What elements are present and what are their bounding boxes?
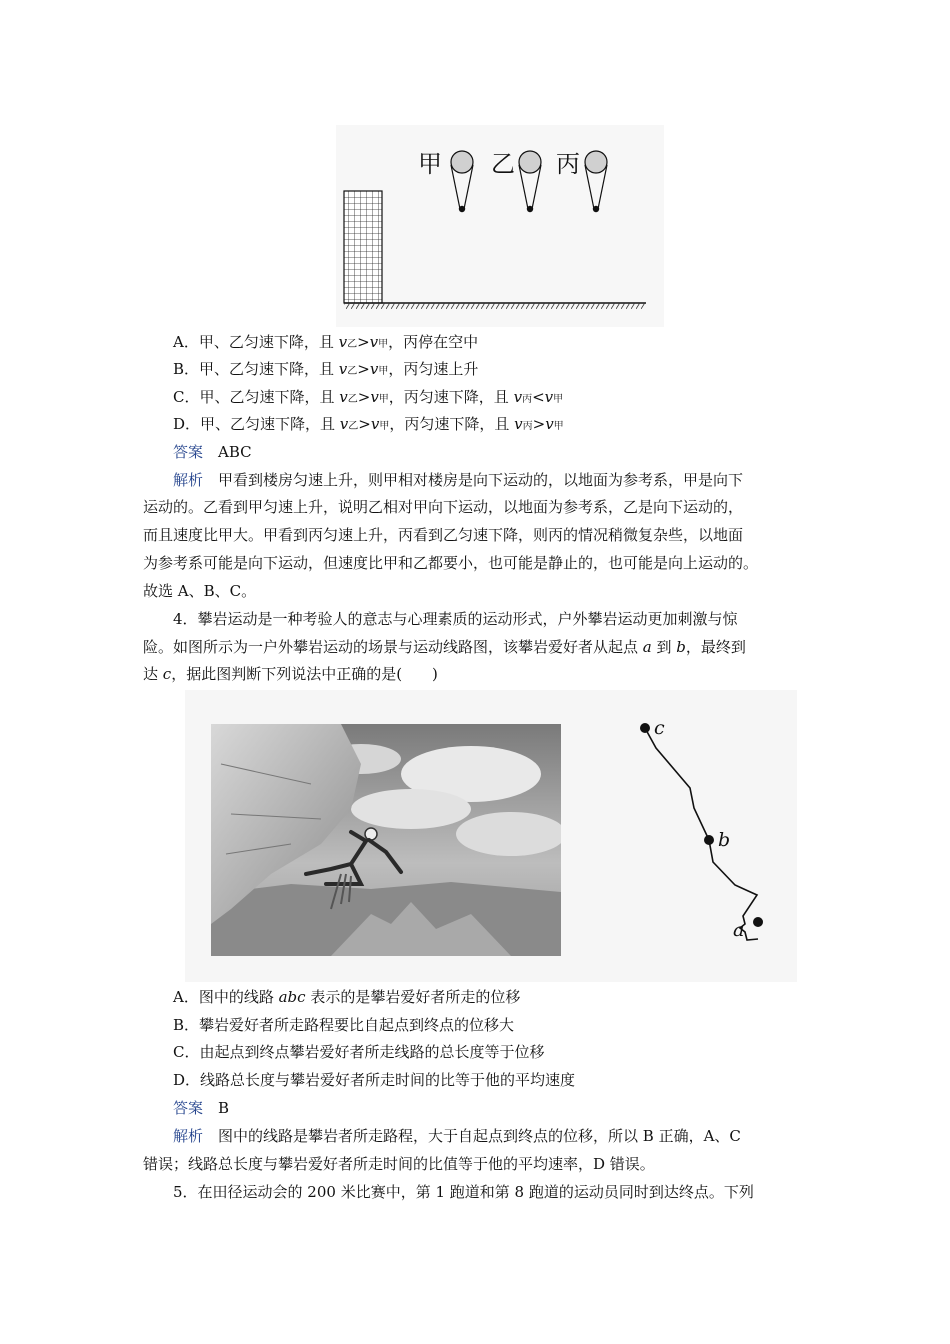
balloon-figure [336,125,664,327]
q4-stem-line-1: 4．攀岩运动是一种考验人的意志与心理素质的运动形式，户外攀岩运动更加刺激与惊 [173,610,738,628]
q4-answer: 答案 B [173,1099,230,1117]
route-path [645,728,758,940]
q4-option-a: A．图中的线路 abc 表示的是攀岩爱好者所走的位移 [173,988,521,1006]
balloon-bing [585,151,607,212]
point-c-label: c [654,717,665,739]
climbing-figure [185,690,797,982]
q4-option-b: B．攀岩爱好者所走路程要比自起点到终点的位移大 [173,1016,515,1034]
building [344,191,382,303]
point-a-dot [753,917,763,927]
q3-option-b: B．甲、乙匀速下降，且 v乙>v甲，丙匀速上升 [173,360,479,378]
balloon-jia [451,151,473,212]
climbing-photo [211,724,561,956]
q4-stem-line-2: 险。如图所示为一户外攀岩运动的场景与运动线路图，该攀岩爱好者从起点 a 到 b，最终到 [143,638,746,656]
q3-analysis-line-1: 解析 甲看到楼房匀速上升，则甲相对楼房是向下运动的，以地面为参考系，甲是向下 [173,471,744,489]
label-jia: 甲 [418,150,442,178]
q3-analysis-line-3: 而且速度比甲大。甲看到丙匀速上升，丙看到乙匀速下降，则丙的情况稍微复杂些，以地面 [143,526,744,544]
balloon-yi [519,151,541,212]
point-b-label: b [718,829,731,851]
label-yi: 乙 [491,150,515,178]
q3-option-d: D．甲、乙匀速下降，且 v乙>v甲，丙匀速下降，且 v丙>v甲 [173,415,564,433]
point-a-label: a [733,919,745,941]
q4-analysis-line-1: 解析 图中的线路是攀岩者所走路程，大于自起点到终点的位移，所以 B 正确，A、C [173,1127,741,1145]
route-diagram [595,710,795,965]
q3-analysis-line-5: 故选 A、B、C。 [143,582,257,600]
label-bing: 丙 [556,150,580,178]
point-c-dot [640,723,650,733]
q3-option-c: C．甲、乙匀速下降，且 v乙>v甲，丙匀速下降，且 v丙<v甲 [173,388,564,406]
q3-answer: 答案 ABC [173,443,252,461]
q3-option-a: A．甲、乙匀速下降，且 v乙>v甲，丙停在空中 [173,333,479,351]
q5-stem-line-1: 5．在田径运动会的 200 米比赛中，第 1 跑道和第 8 跑道的运动员同时到达终点。下列 [173,1183,754,1201]
q3-analysis-line-4: 为参考系可能是向下运动，但速度比甲和乙都要小，也可能是静止的，也可能是向上运动的。 [143,554,759,572]
q3-analysis-line-2: 运动的。乙看到甲匀速上升，说明乙相对甲向下运动，以地面为参考系，乙是向下运动的， [143,498,744,516]
q4-option-d: D．线路总长度与攀岩爱好者所走时间的比等于他的平均速度 [173,1071,576,1089]
q4-stem-line-3: 达 c，据此图判断下列说法中正确的是( ) [143,665,438,683]
point-b-dot [704,835,714,845]
q4-option-c: C．由起点到终点攀岩爱好者所走线路的总长度等于位移 [173,1043,545,1061]
q4-analysis-line-2: 错误；线路总长度与攀岩爱好者所走时间的比值等于他的平均速率，D 错误。 [143,1155,655,1173]
